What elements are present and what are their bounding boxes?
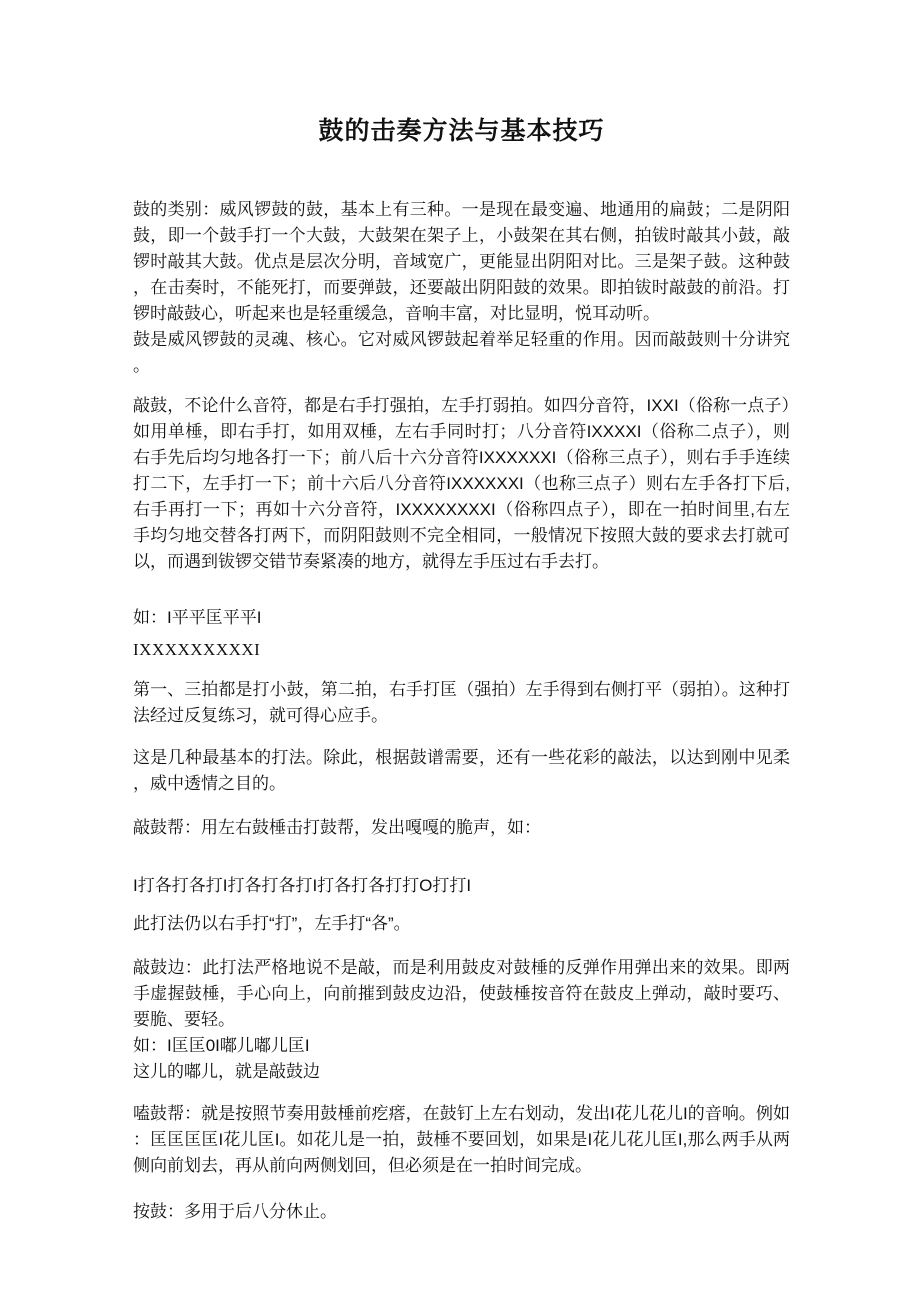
paragraph-ke-guban: 嗑鼓帮：就是按照节奏用鼓棰前疙瘩，在鼓钉上左右划动，发出I花儿花儿I的音响。例如：匡匡匡匡I花儿匡I。如花儿是一拍，鼓棰不要回划，如果是I花儿花儿匡I,那么两手从两侧向前划去，再从前向两侧划回，但必须是在一拍时间完成。 xyxy=(133,1104,790,1175)
notation-line-ping-kuang: 如：I平平匡平平I xyxy=(133,608,262,627)
paragraph-da-ge-hands: 此打法仍以右手打“打”，左手打“各”。 xyxy=(133,914,411,933)
paragraph-drum-types: 鼓的类别：威风锣鼓的鼓，基本上有三种。一是现在最变遍、地通用的扁鼓；二是阴阳鼓，即一个鼓手打一个大鼓，大鼓架在架子上，小鼓架在其右侧，拍钹时敲其小鼓，敲锣时敲其大鼓。优点是层次分明，音域宽广，更能显出阴阳对比。三是架子鼓。这种鼓，在击奏时，不能死打，而要弹鼓，还要敲出阴阳鼓的效果。即拍钹时敲鼓的前沿。打锣时敲鼓心，听起来也是轻重缓急，音响丰富，对比显明，悦耳动听。 xyxy=(133,200,790,323)
page-title: 鼓的击奏方法与基本技巧 xyxy=(318,117,605,145)
paragraph-edge-strike: 敲鼓边：此打法严格地说不是敲，而是利用鼓皮对鼓棰的反弹作用弹出来的效果。即两手虚握鼓棰，手心向上，向前摧到鼓皮边沿，使鼓棰按音符在鼓皮上弹动，敲时要巧、要脆、要轻。 xyxy=(133,958,790,1029)
paragraph-beat-explanation: 第一、三拍都是打小鼓，第二拍，右手打匡（强拍）左手得到右侧打平（弱拍）。这种打法经过反复练习，就可得心应手。 xyxy=(133,680,790,725)
notation-line-x-sequence: IXXXXXXXXXI xyxy=(133,640,261,659)
paragraph-dur-note: 这儿的嘟儿，就是敲鼓边 xyxy=(133,1062,320,1081)
paragraph-striking-notes: 敲鼓，不论什么音符，都是右手打强拍，左手打弱拍。如四分音符，IXXI（俗称一点子）如用单棰，即右手打，如用双棰，左右手同时打；八分音符IXXXXI（俗称二点子），则右手先后均匀地各打一下；前八后十六分音符IXXXXXXI（俗称三点子），则右手手连续打二下，左手打一下；前十六后八分音符IXXXXXXI（也称三点子）则右左手各打下后,右手再打一下；再如十六分音符，IXXXXXXXXI（俗称四点子），即在一拍时间里,右左手均匀地交替各打两下，而阴阳鼓则不完全相同，一般情况下按照大鼓的要求去打就可以，而遇到钹锣交错节奏紧凑的地方，就得左手压过右手去打。 xyxy=(133,396,790,571)
paragraph-basic-methods: 这是几种最基本的打法。除此，根据鼓谱需要，还有一些花彩的敲法，以达到刚中见柔，威中透情之目的。 xyxy=(133,748,790,793)
paragraph-press-drum: 按鼓：多用于后八分休止。 xyxy=(133,1202,337,1221)
paragraph-rim-strike-intro: 敲鼓帮：用左右鼓棰击打鼓帮，发出嘎嘎的脆声，如： xyxy=(133,818,541,837)
paragraph-drum-soul: 鼓是威风锣鼓的灵魂、核心。它对威风锣鼓起着举足轻重的作用。因而敲鼓则十分讲究。 xyxy=(133,330,790,375)
notation-line-da-ge: I打各打各打I打各打各打I打各打各打打O打打I xyxy=(133,876,472,895)
notation-line-kuang-dur: 如：I匡匡0I嘟儿嘟儿匡I xyxy=(133,1036,310,1055)
